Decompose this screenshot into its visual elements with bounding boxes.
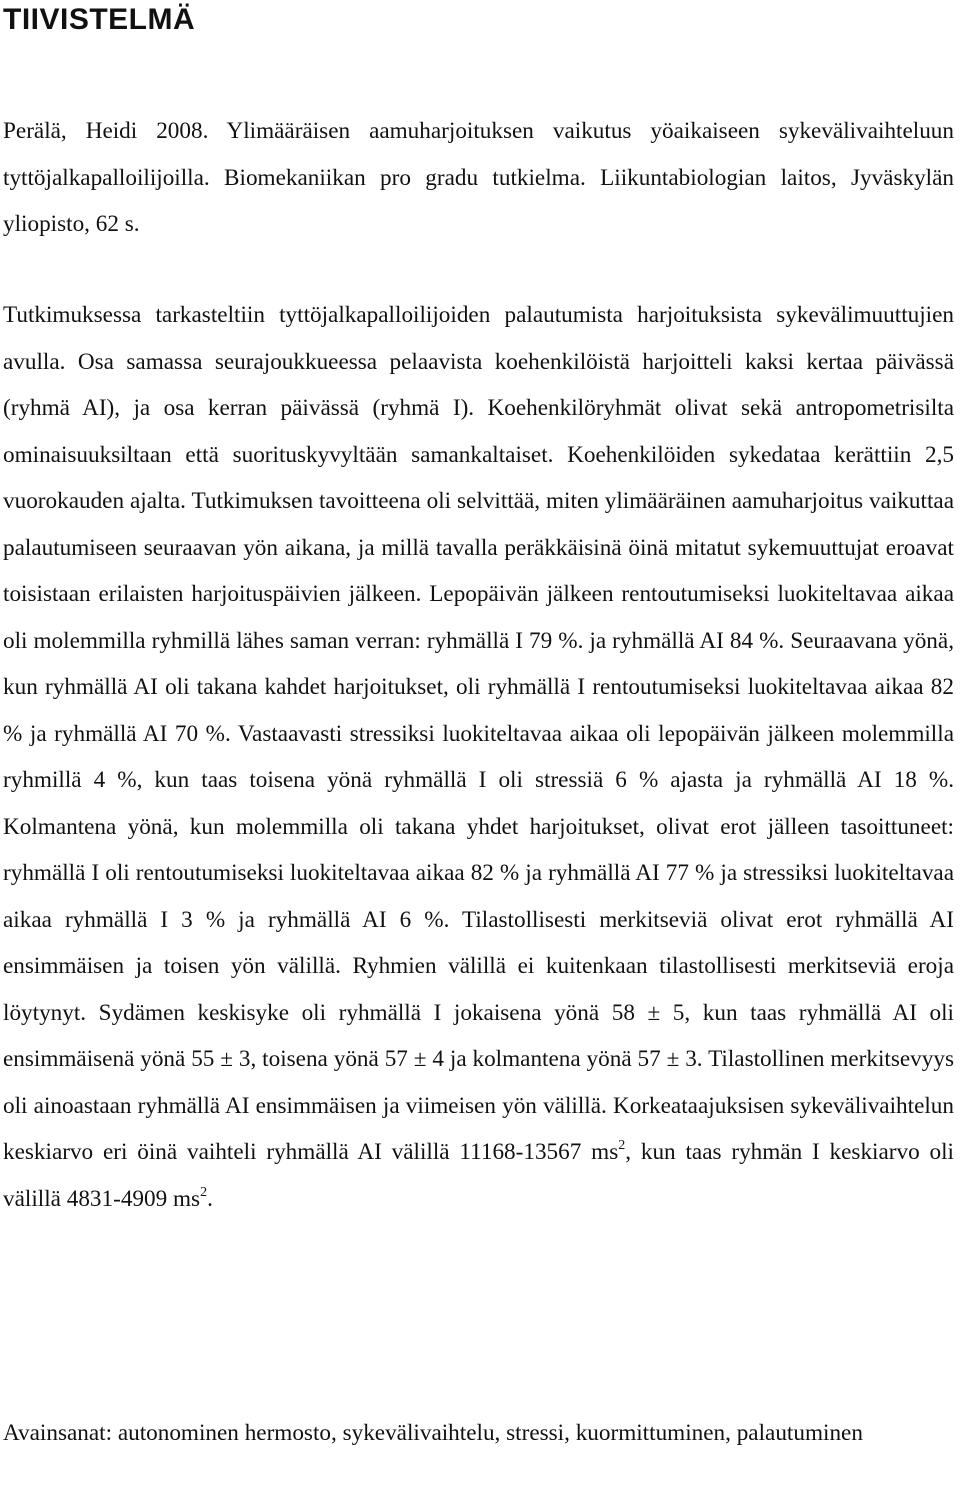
page-title: TIIVISTELMÄ	[3, 3, 196, 36]
citation-paragraph: Perälä, Heidi 2008. Ylimääräisen aamuharjoituksen vaikutus yöaikaiseen sykevälivaihteluun tyttöjalkapalloilijoilla. Biomekaniikan pro gradu tutkielma. Liikuntabiologian laitos, Jyväskylän yliopisto, 62 s.	[3, 118, 954, 237]
superscript-squared: 2	[200, 1184, 208, 1200]
superscript-squared: 2	[618, 1138, 626, 1153]
abstract-text-mid: , kun taas ryhmän I keskiarvo oli välillä 4831-4909 ms	[3, 1139, 955, 1212]
abstract-paragraph	[3, 292, 954, 1222]
keywords-paragraph: Avainsanat: autonominen hermosto, sykevälivaihtelu, stressi, kuormittuminen, palautuminen	[3, 1420, 863, 1446]
abstract-text-main: Tutkimuksessa tarkasteltiin tyttöjalkapalloilijoiden palautumista harjoituksista sykevälimuuttujien avulla. Osa samassa seurajoukkueessa pelaavista koehenkilöistä harjoitteli kaksi kertaa päivässä (ryhmä AI), ja osa kerran päivässä (ryhmä I). Koehenkilöryhmät olivat sekä antropometrisilta ominaisuuksiltaan että suorituskyvyltään samankaltaiset. Koehenkilöiden sykedataa kerättiin 2,5 vuorokauden ajalta. Tutkimuksen tavoitteena oli selvittää, miten ylimääräinen aamuharjoitus vaikuttaa palautumiseen seuraavan yön aikana, ja millä tavalla peräkkäisinä öinä mitatut sykemuuttujat eroavat toisistaan erilaisten harjoituspäivien jälkeen. Lepopäivän jälkeen rentoutumiseksi luokiteltavaa aikaa oli molemmilla ryhmillä lähes saman verran: ryhmällä I 79 %. ja ryhmällä AI 84 %. Seuraavana yönä, kun ryhmällä AI oli takana kahdet harjoitukset, oli ryhmällä I rentoutumiseksi luokiteltavaa aikaa 82 % ja ryhmällä AI 70 %. Vastaavasti stressiksi luokiteltavaa aikaa oli lepopäivän jälkeen molemmilla ryhmillä 4 %, kun taas toisena yönä ryhmällä I oli stressiä 6 % ajasta ja ryhmällä AI 18 %. Kolmantena yönä, kun molemmilla oli takana yhdet harjoitukset, olivat erot jälleen tasoittuneet: ryhmällä I oli rentoutumiseksi luokiteltavaa aikaa 82 % ja ryhmällä AI 77 % ja stressiksi luokiteltavaa aikaa ryhmällä I 3 % ja ryhmällä AI 6 %. Tilastollisesti merkitseviä olivat erot ryhmällä AI ensimmäisen ja toisen yön välillä. Ryhmien välillä ei kuitenkaan tilastollisesti merkitseviä eroja löytynyt. Sydämen keskisyke oli ryhmällä I jokaisena yönä 58 ± 5, kun taas ryhmällä AI oli ensimmäisenä yönä 55 ± 3, toisena yönä 57 ± 4 ja kolmantena yönä 57 ± 3. Tilastollinen merkitsevyys oli ainoastaan ryhmällä AI ensimmäisen ja viimeisen yön välillä. Korkeataajuksisen sykevälivaihtelun keskiarvo eri öinä vaihteli ryhmällä AI välillä 11168-13567 ms	[3, 302, 954, 1165]
abstract-text-end: .	[207, 1185, 213, 1212]
